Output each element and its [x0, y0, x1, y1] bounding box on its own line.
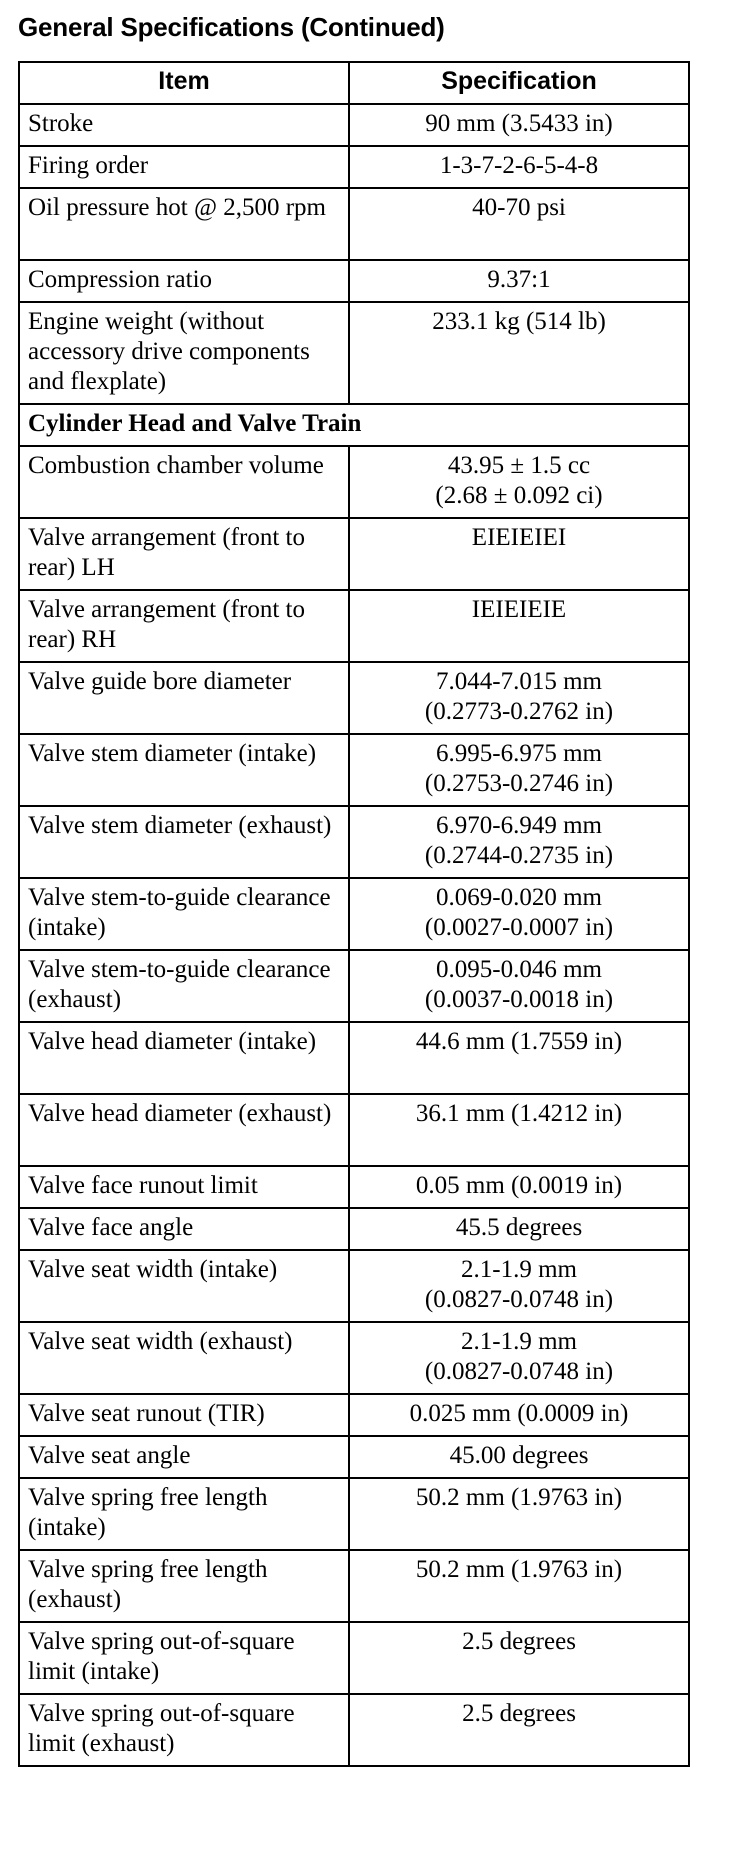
spec-cell: 90 mm (3.5433 in) [349, 104, 689, 146]
spec-cell: 44.6 mm (1.7559 in) [349, 1022, 689, 1094]
spec-cell: 50.2 mm (1.9763 in) [349, 1478, 689, 1550]
table-row [19, 260, 689, 302]
item-cell: Valve spring free length (intake) [19, 1478, 349, 1550]
spec-line-1: 2.1-1.9 mm [461, 1328, 577, 1355]
item-cell: Oil pressure hot @ 2,500 rpm [19, 188, 349, 260]
spec-cell: IEIEIEIE [349, 590, 689, 662]
item-cell: Valve stem-to-guide clearance (exhaust) [19, 950, 349, 1022]
table-row [19, 1208, 689, 1250]
item-cell: Valve stem-to-guide clearance (intake) [19, 878, 349, 950]
item-cell: Valve guide bore diameter [19, 662, 349, 734]
spec-cell: 40-70 psi [349, 188, 689, 260]
spec-line-2: (0.2773-0.2762 in) [424, 698, 614, 725]
spec-cell [349, 878, 689, 950]
spec-line-2: (0.0827-0.0748 in) [424, 1358, 614, 1385]
spec-line-2: (2.68 ± 0.092 ci) [435, 482, 603, 509]
spec-line-1: 6.970-6.949 mm [436, 812, 602, 839]
spec-cell: 2.5 degrees [349, 1694, 689, 1766]
spec-cell [349, 662, 689, 734]
table-row [19, 1550, 689, 1622]
table-row [19, 1436, 689, 1478]
table-row [19, 878, 689, 950]
table-row [19, 806, 689, 878]
specifications-table [18, 61, 690, 1767]
spec-cell: 0.05 mm (0.0019 in) [349, 1166, 689, 1208]
item-cell: Combustion chamber volume [19, 446, 349, 518]
spec-line-1: 0.069-0.020 mm [436, 884, 602, 911]
item-cell: Valve stem diameter (exhaust) [19, 806, 349, 878]
page-title: General Specifications (Continued) [18, 12, 445, 42]
item-cell: Valve head diameter (intake) [19, 1022, 349, 1094]
spec-cell: 233.1 kg (514 lb) [349, 302, 689, 404]
table-row [19, 662, 689, 734]
item-cell: Valve arrangement (front to rear) LH [19, 518, 349, 590]
table-row [19, 146, 689, 188]
spec-cell: 45.00 degrees [349, 1436, 689, 1478]
spec-line-2: (0.0827-0.0748 in) [424, 1286, 614, 1313]
spec-cell [349, 1322, 689, 1394]
spec-line-1: 43.95 ± 1.5 cc [447, 452, 591, 479]
table-row [19, 950, 689, 1022]
table-row [19, 518, 689, 590]
spec-line-2: (0.0037-0.0018 in) [424, 986, 614, 1013]
spec-line-1: 7.044-7.015 mm [436, 668, 602, 695]
table-header-row [19, 62, 689, 104]
table-row [19, 104, 689, 146]
table-row [19, 1250, 689, 1322]
table-row [19, 1094, 689, 1166]
item-cell: Valve seat angle [19, 1436, 349, 1478]
table-row [19, 734, 689, 806]
section-header-row [19, 404, 689, 446]
spec-line-2: (0.2744-0.2735 in) [424, 842, 614, 869]
spec-cell [349, 950, 689, 1022]
spec-cell [349, 1250, 689, 1322]
table-row [19, 590, 689, 662]
item-cell: Valve stem diameter (intake) [19, 734, 349, 806]
spec-cell: 2.5 degrees [349, 1622, 689, 1694]
table-row [19, 1694, 689, 1766]
table-row [19, 302, 689, 404]
item-cell: Valve spring out-of-square limit (intake) [19, 1622, 349, 1694]
item-cell: Valve seat width (exhaust) [19, 1322, 349, 1394]
item-cell: Valve spring free length (exhaust) [19, 1550, 349, 1622]
spec-cell: 36.1 mm (1.4212 in) [349, 1094, 689, 1166]
spec-line-2: (0.2753-0.2746 in) [424, 770, 614, 797]
table-row [19, 446, 689, 518]
item-cell: Firing order [19, 146, 349, 188]
table-row [19, 188, 689, 260]
item-cell: Engine weight (without accessory drive components and flexplate) [19, 302, 349, 404]
item-cell: Valve spring out-of-square limit (exhaust) [19, 1694, 349, 1766]
spec-cell: 1-3-7-2-6-5-4-8 [349, 146, 689, 188]
table-row [19, 1622, 689, 1694]
item-cell: Valve seat width (intake) [19, 1250, 349, 1322]
spec-line-1: 2.1-1.9 mm [461, 1256, 577, 1283]
table-row [19, 1394, 689, 1436]
spec-line-2: (0.0027-0.0007 in) [424, 914, 614, 941]
item-cell: Valve arrangement (front to rear) RH [19, 590, 349, 662]
item-cell: Compression ratio [19, 260, 349, 302]
spec-cell [349, 446, 689, 518]
item-cell: Valve seat runout (TIR) [19, 1394, 349, 1436]
column-header-item: Item [19, 62, 349, 104]
table-row [19, 1478, 689, 1550]
spec-cell [349, 734, 689, 806]
section-title: Cylinder Head and Valve Train [19, 404, 689, 446]
spec-line-1: 6.995-6.975 mm [436, 740, 602, 767]
item-cell: Valve face runout limit [19, 1166, 349, 1208]
column-header-specification: Specification [349, 62, 689, 104]
spec-line-1: 0.095-0.046 mm [436, 956, 602, 983]
table-row [19, 1166, 689, 1208]
table-row [19, 1322, 689, 1394]
spec-cell: EIEIEIEI [349, 518, 689, 590]
item-cell: Stroke [19, 104, 349, 146]
spec-cell: 45.5 degrees [349, 1208, 689, 1250]
spec-cell [349, 806, 689, 878]
item-cell: Valve head diameter (exhaust) [19, 1094, 349, 1166]
spec-cell: 0.025 mm (0.0009 in) [349, 1394, 689, 1436]
item-cell: Valve face angle [19, 1208, 349, 1250]
table-row [19, 1022, 689, 1094]
spec-cell: 50.2 mm (1.9763 in) [349, 1550, 689, 1622]
spec-cell: 9.37:1 [349, 260, 689, 302]
